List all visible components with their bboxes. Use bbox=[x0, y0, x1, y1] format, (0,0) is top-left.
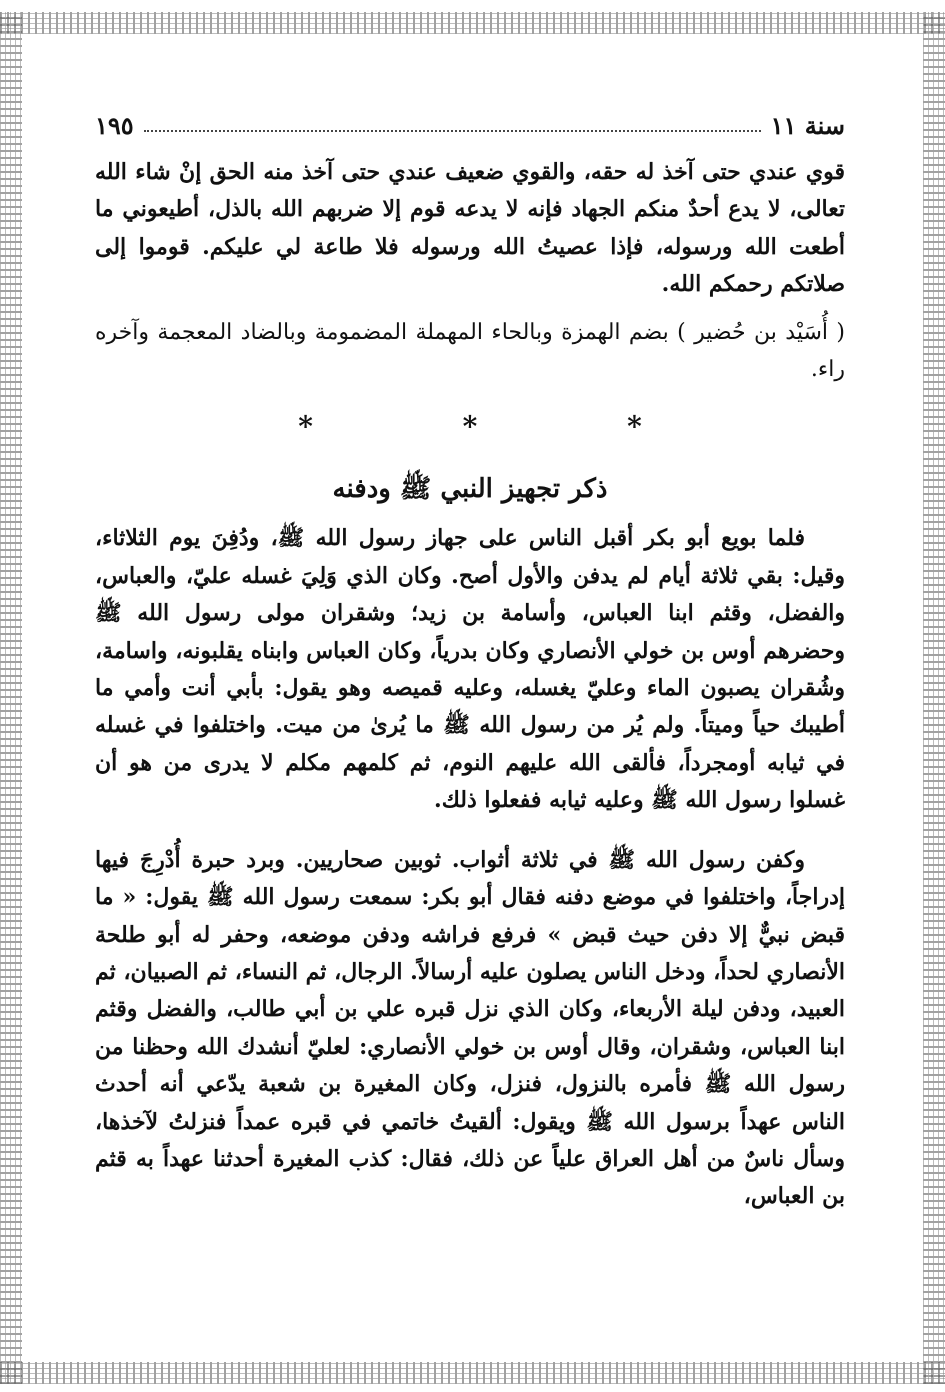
header-dotted-leader bbox=[144, 130, 761, 132]
paragraph-name-note: ( أُسَيْد بن حُضير ) بضم الهمزة وبالحاء المهملة المضمومة وبالضاد المعجمة وآخره راء. bbox=[95, 319, 845, 383]
paragraph-burial: وكفن رسول الله ﷺ في ثلاثة أثواب. ثوبين صحاريين. وبرد حبرة أُدْرِجَ فيها إدراجاً، واختلفوا في موضع دفنه فقال أبو بكر: سمعت رسول الله ﷺ يقول: « ما قبض نبيٌّ إلا دفن حيث قبض » فرفع فراشه ودفن موضعه، وحفر له أبو طلحة الأنصاري لحداً، ودخل الناس يصلون عليه أرسالاً. الرجال، ثم النساء، ثم الصبيان، ثم العبيد، ودفن ليلة الأربعاء، وكان الذي نزل قبره علي بن أبي طالب، والفضل وقثم ابنا العباس، وشقران، وقال أوس بن خولي الأنصاري: لعليّ أنشدك الله وحظنا من رسول الله ﷺ فأمره بالنزول، فنزل، وكان المغيرة بن شعبة يدّعي أنه أحدث الناس عهداً برسول الله ﷺ ويقول: ألقيتُ خاتمي في قبره عمداً فنزلتُ لآخذها، وسأل ناسٌ من أهل العراق علياً عن ذلك، فقال: كذب المغيرة أحدثنا عهداً به قثم بن العباس، bbox=[95, 846, 845, 1210]
section-heading: ذكر تجهيز النبي ﷺ ودفنه bbox=[332, 474, 608, 505]
section-separator-stars: * * * bbox=[298, 410, 712, 444]
header-year: سنة ١١ bbox=[770, 111, 845, 140]
book-page bbox=[95, 92, 845, 1362]
paragraph-preparation: فلما بويع أبو بكر أقبل الناس على جهاز رسول الله ﷺ، ودُفِنَ يوم الثلاثاء، وقيل: بقي ثلاثة أيام لم يدفن والأول أصح. وكان الذي وَلِيَ غسله عليّ، والعباس، والفضل، وقثم ابنا العباس، وأسامة بن زيد؛ وشقران مولى رسول الله ﷺ وحضرهم أوس بن خولي الأنصاري وكان بدرياً، وكان العباس وابناه يقلبونه، واسامة، وشُقران يصبون الماء وعليّ يغسله، وعليه قميصه وهو يقول: بأبي أنت وأمي ما أطيبك حياً وميتاً. ولم يُر من رسول الله ﷺ ما يُرىٰ من ميت. واختلفوا في غسله في ثيابه أومجرداً، فألقى الله عليهم النوم، ثم كلمهم مكلم لا يدرى من هو أن غسلوا رسول الله ﷺ وعليه ثيابه ففعلوا ذلك. bbox=[95, 525, 845, 814]
running-header bbox=[95, 92, 845, 140]
ornamental-border-bottom bbox=[0, 1362, 945, 1384]
ornamental-border-left bbox=[0, 12, 22, 1384]
ornamental-border-top bbox=[0, 12, 945, 34]
ornamental-border-right bbox=[923, 12, 945, 1384]
paragraph-speech-end: قوي عندي حتى آخذ له حقه، والقوي ضعيف عندي حتى آخذ منه الحق إنْ شاء الله تعالى، لا يدع أحدٌ منكم الجهاد فإنه لا يدعه قوم إلا ضربهم الله بالذل، أطيعوني ما أطعت الله ورسوله، فإذا عصيتُ الله ورسوله فلا طاعة لي عليكم. قوموا إلى صلاتكم رحمكم الله. bbox=[95, 159, 845, 298]
page-number: ١٩٥ bbox=[95, 111, 134, 140]
